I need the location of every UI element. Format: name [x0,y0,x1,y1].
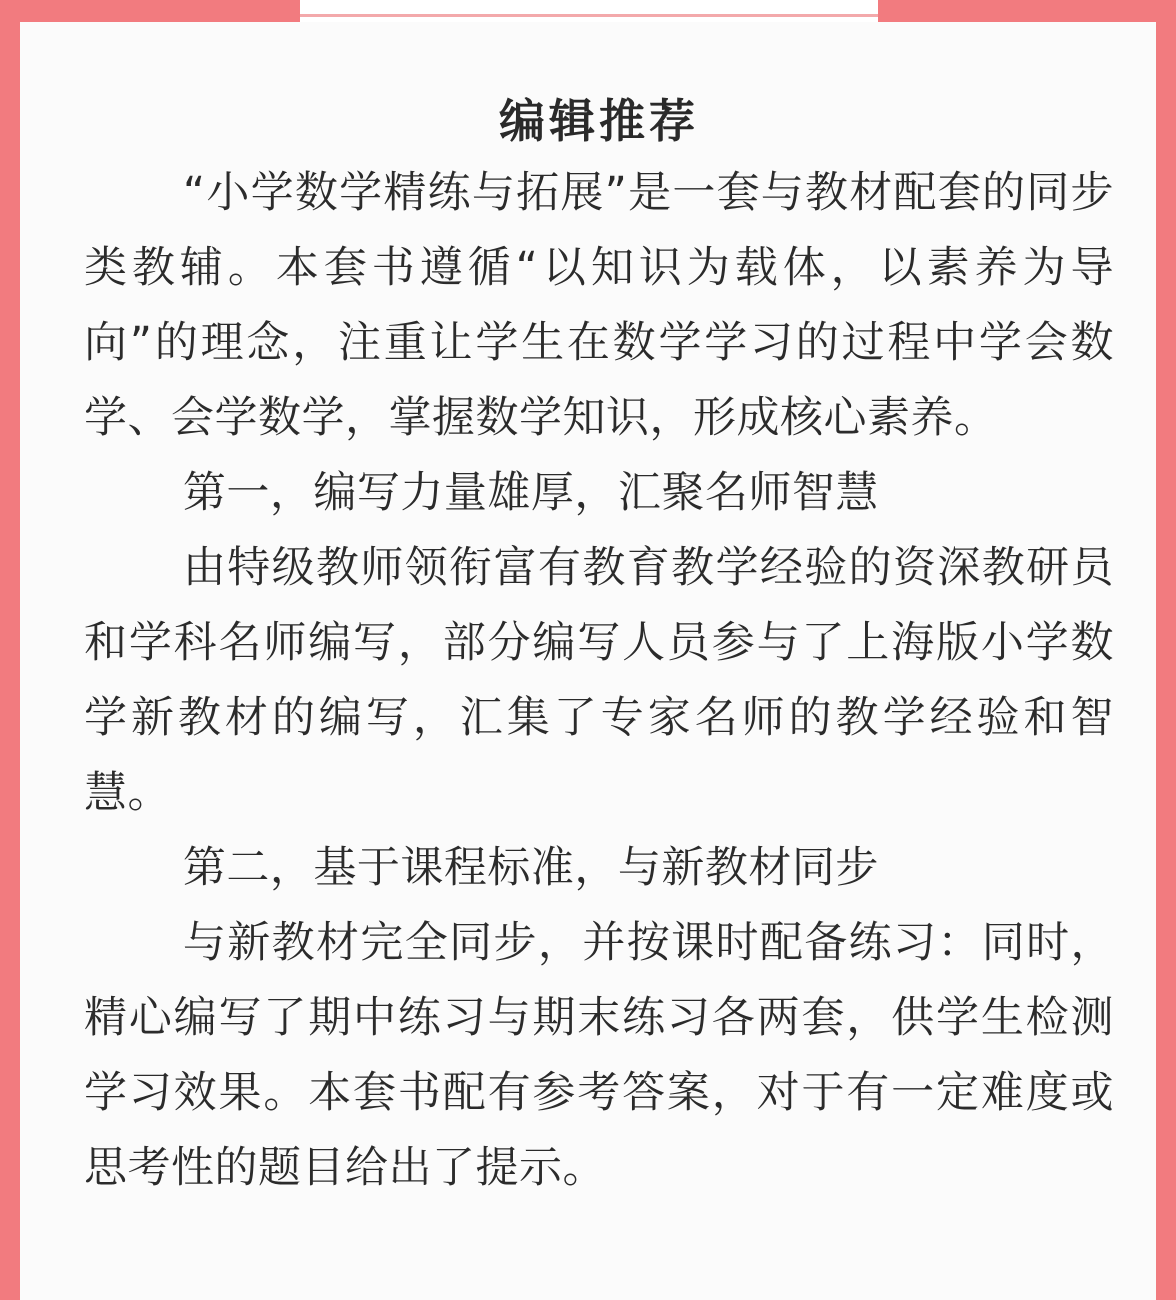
document-content [84,94,1114,1206]
paragraph-first-body: 由特级教师领衔富有教育教学经验的资深教研员和学科名师编写，部分编写人员参与了上海版小学数学新教材的编写，汇集了专家名师的教学经验和智慧。 [84,543,1114,818]
frame-top-line [300,14,878,17]
paragraph-intro: “小学数学精练与拓展”是一套与教材配套的同步类教辅。本套书遵循“以知识为载体，以素养为导向”的理念，注重让学生在数学学习的过程中学会数学、会学数学，掌握数学知识，形成核心素养。 [84,168,1114,443]
frame-top-left [0,0,300,22]
document-card [20,22,1156,1300]
paragraph-heading-second: 第二，基于课程标准，与新教材同步 [182,843,879,893]
frame-top-gap [300,0,878,22]
page-title: 编辑推荐 [499,94,699,148]
frame-top-right [878,0,1176,22]
paragraph-second-body: 与新教材完全同步，并按课时配备练习：同时，精心编写了期中练习与期末练习各两套，供学生检测学习效果。本套书配有参考答案，对于有一定难度或思考性的题目给出了提示。 [84,918,1114,1193]
paragraph-heading-first: 第一，编写力量雄厚，汇聚名师智慧 [182,468,879,518]
